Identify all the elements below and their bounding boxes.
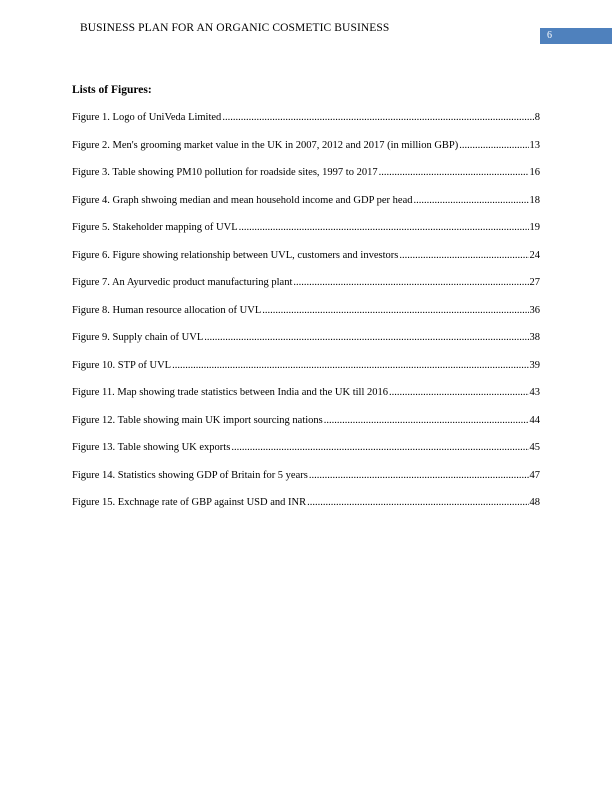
- dot-leader: [307, 497, 528, 508]
- toc-entry-text: Figure 6. Figure showing relationship between UVL, customers and investors: [72, 249, 399, 261]
- toc-entry-page: 45: [529, 442, 540, 453]
- toc-entry-page: 48: [529, 497, 540, 508]
- toc-entry[interactable]: [72, 250, 540, 278]
- toc-entry-text: Figure 11. Map showing trade statistics between India and the UK till 2016: [72, 387, 389, 398]
- toc-entry-page: 19: [529, 222, 540, 233]
- dot-leader: [293, 277, 528, 288]
- toc-entry[interactable]: [72, 360, 540, 388]
- toc-entry[interactable]: [72, 442, 540, 470]
- toc-entry[interactable]: [72, 167, 540, 195]
- toc-entry-text: Figure 2. Men's grooming market value in the UK in 2007, 2012 and 2017 (in million GBP): [72, 139, 459, 151]
- list-of-figures-heading: Lists of Figures:: [72, 84, 152, 96]
- toc-entry-text: Figure 8. Human resource allocation of UVL: [72, 304, 262, 316]
- toc-entry[interactable]: [72, 305, 540, 333]
- dot-leader: [222, 112, 533, 123]
- toc-entry-text: Figure 1. Logo of UniVeda Limited: [72, 112, 222, 123]
- toc-entry-page: 24: [529, 249, 540, 261]
- toc-entry-text: Figure 15. Exchnage rate of GBP against USD and INR: [72, 497, 307, 508]
- toc-entry-text: Figure 4. Graph shwoing median and mean household income and GDP per head: [72, 194, 413, 206]
- dot-leader: [309, 470, 529, 481]
- dot-leader: [231, 442, 528, 453]
- dot-leader: [262, 305, 528, 316]
- toc-entry-page: 39: [529, 359, 540, 371]
- toc-entry-page: 36: [529, 304, 540, 316]
- toc-entry-text: Figure 12. Table showing main UK import sourcing nations: [72, 414, 323, 426]
- page-number-badge: 6: [540, 28, 612, 44]
- toc-entry-text: Figure 5. Stakeholder mapping of UVL: [72, 222, 238, 233]
- dot-leader: [239, 222, 529, 233]
- toc-entry-text: Figure 13. Table showing UK exports: [72, 442, 231, 453]
- toc-entry-text: Figure 9. Supply chain of UVL: [72, 332, 204, 343]
- dot-leader: [389, 387, 528, 398]
- dot-leader: [414, 195, 529, 206]
- toc-entry-page: 47: [529, 469, 540, 481]
- toc-entry[interactable]: [72, 332, 540, 360]
- toc-entry[interactable]: [72, 387, 540, 415]
- toc-entry-page: 16: [529, 167, 540, 178]
- toc-entry-page: 13: [529, 139, 540, 151]
- toc-entry-page: 18: [529, 194, 540, 206]
- toc-entry-page: 27: [529, 277, 540, 288]
- toc-entry-text: Figure 14. Statistics showing GDP of Britain for 5 years: [72, 469, 308, 481]
- toc-entry-page: 43: [529, 387, 540, 398]
- toc-entry[interactable]: [72, 415, 540, 443]
- toc-entry[interactable]: [72, 140, 540, 168]
- dot-leader: [172, 360, 528, 371]
- dot-leader: [204, 332, 528, 343]
- toc-entry[interactable]: [72, 195, 540, 223]
- toc-entry-page: 8: [534, 112, 540, 123]
- list-of-figures: [72, 112, 540, 525]
- toc-entry-page: 38: [529, 332, 540, 343]
- dot-leader: [324, 415, 529, 426]
- toc-entry[interactable]: [72, 497, 540, 525]
- toc-entry-page: 44: [529, 414, 540, 426]
- dot-leader: [379, 167, 529, 178]
- toc-entry[interactable]: [72, 470, 540, 498]
- toc-entry-text: Figure 10. STP of UVL: [72, 359, 172, 371]
- toc-entry[interactable]: [72, 112, 540, 140]
- toc-entry-text: Figure 7. An Ayurvedic product manufacturing plant: [72, 277, 293, 288]
- toc-entry[interactable]: [72, 277, 540, 305]
- dot-leader: [399, 250, 528, 261]
- toc-entry[interactable]: [72, 222, 540, 250]
- document-header-title: BUSINESS PLAN FOR AN ORGANIC COSMETIC BUSINESS: [80, 22, 390, 34]
- toc-entry-text: Figure 3. Table showing PM10 pollution for roadside sites, 1997 to 2017: [72, 167, 378, 178]
- dot-leader: [459, 140, 528, 151]
